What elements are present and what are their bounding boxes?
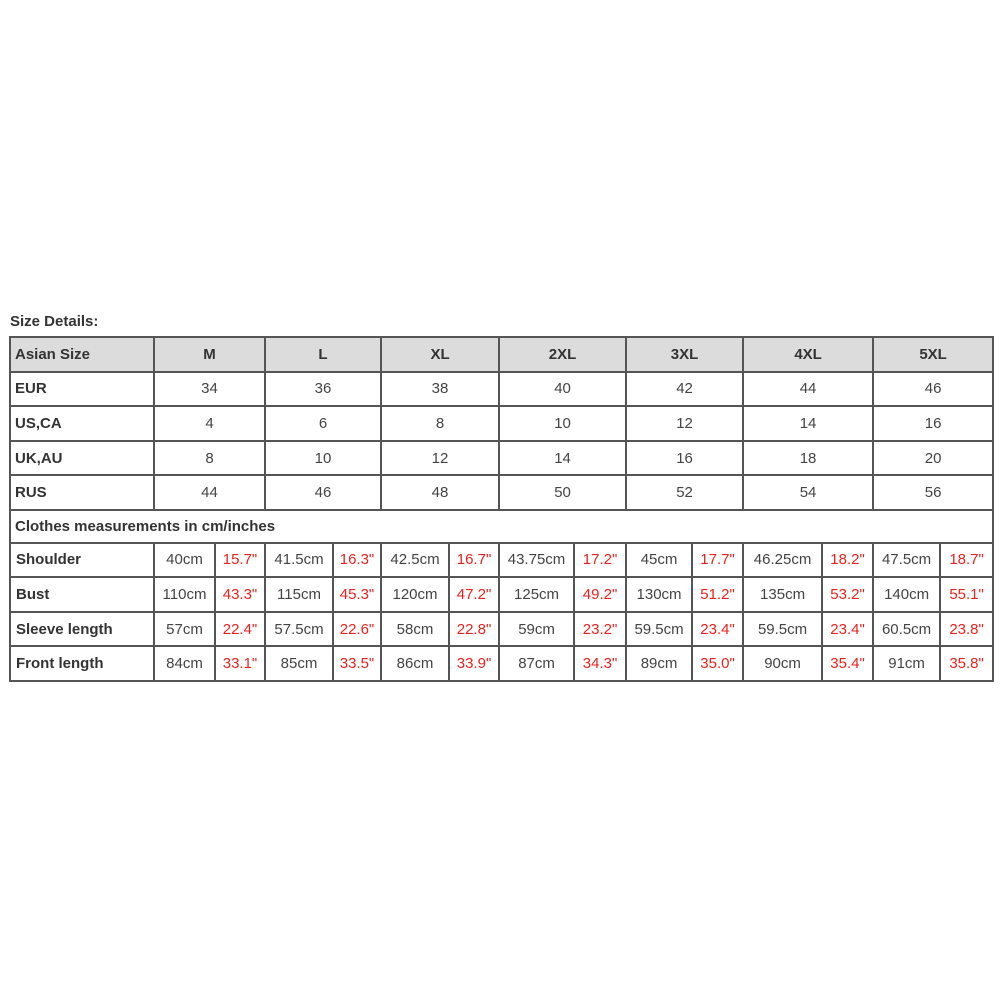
inch-value: 16.7" (449, 543, 499, 578)
inch-value: 49.2" (574, 577, 626, 612)
cm-value: 120cm (381, 577, 449, 612)
size-value: 18 (743, 441, 873, 476)
size-value: 36 (265, 372, 381, 407)
size-value: 42 (626, 372, 743, 407)
cm-value: 135cm (743, 577, 822, 612)
size-value: 6 (265, 406, 381, 441)
size-value: 8 (154, 441, 265, 476)
measurement-label: Front length (10, 646, 154, 681)
size-value: 12 (626, 406, 743, 441)
inch-value: 23.2" (574, 612, 626, 647)
size-value: 56 (873, 475, 993, 510)
cm-value: 59cm (499, 612, 574, 647)
cm-value: 59.5cm (626, 612, 692, 647)
cm-value: 125cm (499, 577, 574, 612)
inch-value: 33.5" (333, 646, 381, 681)
size-value: 34 (154, 372, 265, 407)
inch-value: 33.9" (449, 646, 499, 681)
size-header: 4XL (743, 337, 873, 372)
inch-value: 51.2" (692, 577, 743, 612)
size-value: 16 (626, 441, 743, 476)
cm-value: 46.25cm (743, 543, 822, 578)
conversion-row (10, 372, 993, 407)
measurement-row (10, 577, 993, 612)
row-label: EUR (10, 372, 154, 407)
size-value: 46 (873, 372, 993, 407)
size-value: 10 (265, 441, 381, 476)
inch-value: 35.4" (822, 646, 873, 681)
section-row (10, 510, 993, 543)
cm-value: 85cm (265, 646, 333, 681)
cm-value: 84cm (154, 646, 215, 681)
size-value: 14 (499, 441, 626, 476)
row-label: US,CA (10, 406, 154, 441)
cm-value: 130cm (626, 577, 692, 612)
inch-value: 22.6" (333, 612, 381, 647)
inch-value: 17.2" (574, 543, 626, 578)
inch-value: 47.2" (449, 577, 499, 612)
cm-value: 115cm (265, 577, 333, 612)
cm-value: 43.75cm (499, 543, 574, 578)
row-label: UK,AU (10, 441, 154, 476)
size-header: 5XL (873, 337, 993, 372)
size-header: L (265, 337, 381, 372)
size-value: 44 (154, 475, 265, 510)
inch-value: 45.3" (333, 577, 381, 612)
measurement-row (10, 612, 993, 647)
cm-value: 41.5cm (265, 543, 333, 578)
inch-value: 33.1" (215, 646, 265, 681)
section-title: Clothes measurements in cm/inches (10, 510, 993, 543)
size-value: 54 (743, 475, 873, 510)
size-value: 10 (499, 406, 626, 441)
size-value: 50 (499, 475, 626, 510)
inch-value: 55.1" (940, 577, 993, 612)
cm-value: 86cm (381, 646, 449, 681)
asian-size-header: Asian Size (10, 337, 154, 372)
inch-value: 18.7" (940, 543, 993, 578)
inch-value: 35.8" (940, 646, 993, 681)
cm-value: 42.5cm (381, 543, 449, 578)
inch-value: 18.2" (822, 543, 873, 578)
size-header: 3XL (626, 337, 743, 372)
size-header: XL (381, 337, 499, 372)
measurement-label: Shoulder (10, 543, 154, 578)
size-value: 14 (743, 406, 873, 441)
measurement-row (10, 646, 993, 681)
conversion-row (10, 441, 993, 476)
cm-value: 140cm (873, 577, 940, 612)
size-value: 38 (381, 372, 499, 407)
cm-value: 47.5cm (873, 543, 940, 578)
size-value: 40 (499, 372, 626, 407)
conversion-row (10, 475, 993, 510)
header-row (10, 337, 993, 372)
size-header: M (154, 337, 265, 372)
size-value: 44 (743, 372, 873, 407)
size-value: 48 (381, 475, 499, 510)
cm-value: 40cm (154, 543, 215, 578)
measurement-label: Bust (10, 577, 154, 612)
measurement-label: Sleeve length (10, 612, 154, 647)
inch-value: 16.3" (333, 543, 381, 578)
cm-value: 57cm (154, 612, 215, 647)
cm-value: 87cm (499, 646, 574, 681)
size-value: 52 (626, 475, 743, 510)
cm-value: 110cm (154, 577, 215, 612)
cm-value: 89cm (626, 646, 692, 681)
cm-value: 45cm (626, 543, 692, 578)
inch-value: 22.8" (449, 612, 499, 647)
size-value: 8 (381, 406, 499, 441)
inch-value: 53.2" (822, 577, 873, 612)
row-label: RUS (10, 475, 154, 510)
conversion-row (10, 406, 993, 441)
cm-value: 90cm (743, 646, 822, 681)
size-value: 4 (154, 406, 265, 441)
inch-value: 23.8" (940, 612, 993, 647)
cm-value: 60.5cm (873, 612, 940, 647)
size-value: 46 (265, 475, 381, 510)
inch-value: 22.4" (215, 612, 265, 647)
size-value: 20 (873, 441, 993, 476)
inch-value: 15.7" (215, 543, 265, 578)
inch-value: 23.4" (692, 612, 743, 647)
cm-value: 59.5cm (743, 612, 822, 647)
cm-value: 91cm (873, 646, 940, 681)
size-value: 12 (381, 441, 499, 476)
cm-value: 57.5cm (265, 612, 333, 647)
page-title: Size Details: (10, 313, 99, 330)
inch-value: 17.7" (692, 543, 743, 578)
inch-value: 34.3" (574, 646, 626, 681)
size-chart-table (9, 336, 994, 682)
inch-value: 23.4" (822, 612, 873, 647)
cm-value: 58cm (381, 612, 449, 647)
inch-value: 35.0" (692, 646, 743, 681)
size-value: 16 (873, 406, 993, 441)
size-header: 2XL (499, 337, 626, 372)
measurement-row (10, 543, 993, 578)
inch-value: 43.3" (215, 577, 265, 612)
